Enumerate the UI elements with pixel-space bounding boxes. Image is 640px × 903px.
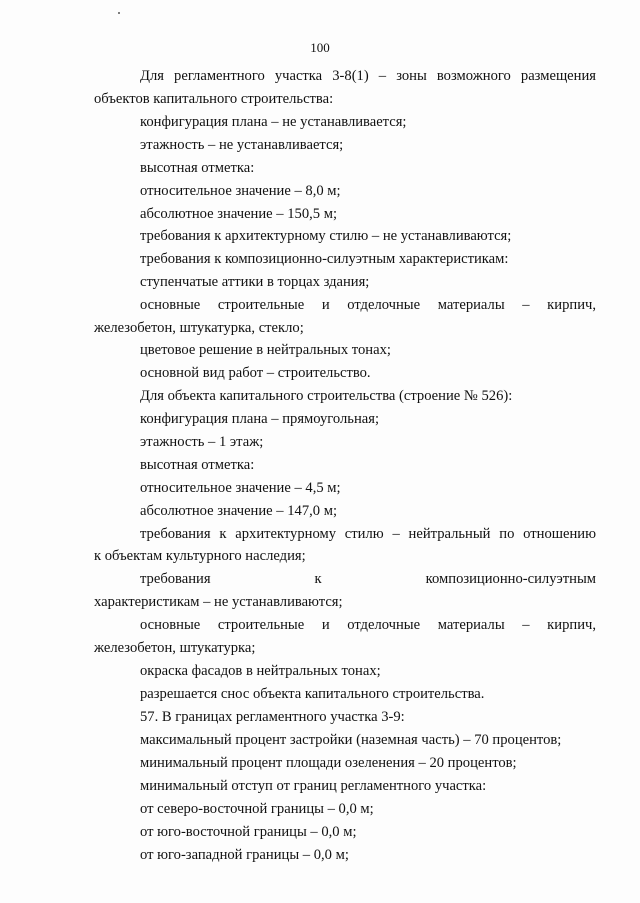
paragraph-line: требования к композиционно-силуэтным характеристикам: — [140, 251, 509, 267]
paragraph-line: абсолютное значение – 150,5 м; — [140, 206, 338, 222]
paragraph-line: от северо-восточной границы – 0,0 м; — [140, 801, 374, 817]
paragraph-line: конфигурация плана – не устанавливается; — [140, 114, 407, 130]
paragraph-line: требования к композиционно-силуэтным — [140, 571, 596, 587]
scan-speck — [118, 12, 120, 14]
paragraph-line: высотная отметка: — [140, 457, 255, 473]
paragraph-line: минимальный процент площади озеленения – 20 процентов; — [140, 755, 517, 771]
paragraph-line: от юго-восточной границы – 0,0 м; — [140, 824, 357, 840]
paragraph-line: требования к архитектурному стилю – не устанавливаются; — [140, 228, 512, 244]
paragraph-line: относительное значение – 8,0 м; — [140, 183, 341, 199]
paragraph-line: характеристикам – не устанавливаются; — [94, 594, 343, 610]
paragraph-line: Для регламентного участка 3-8(1) – зоны возможного размещения — [140, 68, 596, 84]
paragraph-line: максимальный процент застройки (наземная часть) – 70 процентов; — [140, 732, 562, 748]
paragraph-line: относительное значение – 4,5 м; — [140, 480, 341, 496]
paragraph-line: цветовое решение в нейтральных тонах; — [140, 342, 391, 358]
paragraph-line: этажность – не устанавливается; — [140, 137, 344, 153]
paragraph-line: 57. В границах регламентного участка 3-9: — [140, 709, 405, 725]
paragraph-line: железобетон, штукатурка; — [94, 640, 256, 656]
paragraph-line: этажность – 1 этаж; — [140, 434, 264, 450]
paragraph-line: разрешается снос объекта капитального строительства. — [140, 686, 485, 702]
paragraph-line: основной вид работ – строительство. — [140, 365, 371, 381]
paragraph-line: основные строительные и отделочные материалы – кирпич, — [140, 617, 596, 633]
paragraph-line: требования к архитектурному стилю – нейтральный по отношению — [140, 526, 596, 542]
paragraph-line: объектов капитального строительства: — [94, 91, 334, 107]
paragraph-line: к объектам культурного наследия; — [94, 548, 306, 564]
paragraph-line: железобетон, штукатурка, стекло; — [94, 320, 304, 336]
paragraph-line: минимальный отступ от границ регламентного участка: — [140, 778, 487, 794]
page-number: 100 — [310, 40, 330, 55]
paragraph-line: высотная отметка: — [140, 160, 255, 176]
paragraph-line: абсолютное значение – 147,0 м; — [140, 503, 338, 519]
paragraph-line: ступенчатые аттики в торцах здания; — [140, 274, 370, 290]
paragraph-line: от юго-западной границы – 0,0 м; — [140, 847, 349, 863]
paragraph-line: Для объекта капитального строительства (строение № 526): — [140, 388, 513, 404]
paragraph-line: конфигурация плана – прямоугольная; — [140, 411, 380, 427]
paragraph-line: окраска фасадов в нейтральных тонах; — [140, 663, 381, 679]
paragraph-line: основные строительные и отделочные материалы – кирпич, — [140, 297, 596, 313]
